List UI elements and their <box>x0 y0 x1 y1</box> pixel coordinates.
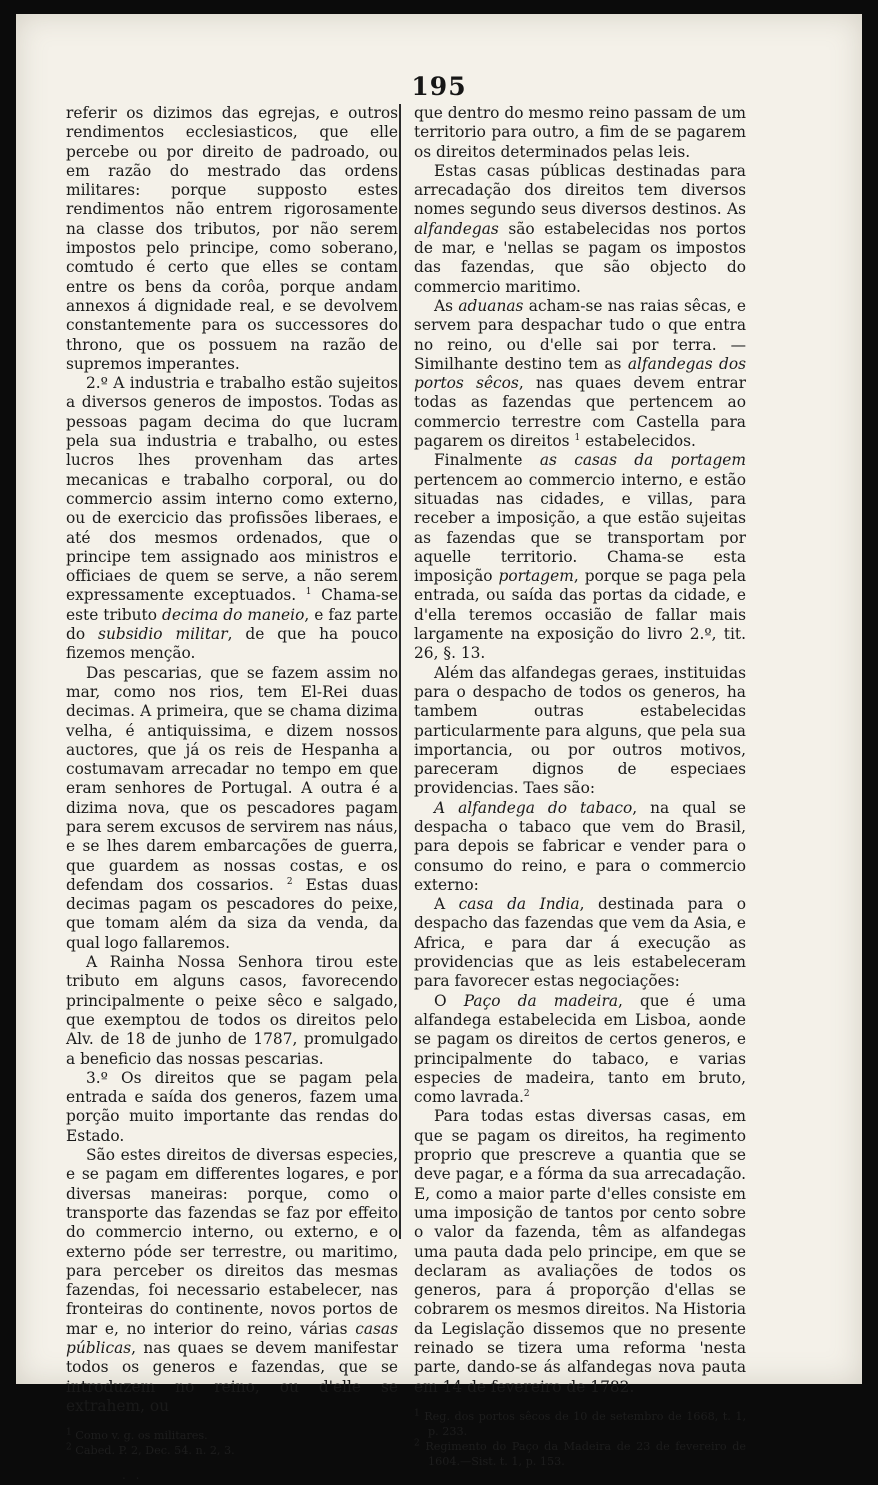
italic-text: portagem <box>498 567 574 586</box>
italic-text: casa da India <box>458 895 580 914</box>
text-run: 3.º Os direitos que se pagam pela entrada e saída dos generos, fazem uma porção muito importante das rendas do Estado. <box>66 1068 398 1145</box>
footnote-text: Regimento do Paço da Madeira de 23 de fevereiro de 1604.—Sist. t. 1, p. 153. <box>425 1439 747 1468</box>
text-run: , e faz parte do <box>66 605 399 644</box>
right-body <box>414 104 746 1397</box>
footnote <box>414 1439 746 1469</box>
italic-text: subsidio militar <box>98 625 228 644</box>
paragraph <box>66 1146 398 1416</box>
italic-text: A alfandega do tabaco <box>434 798 633 817</box>
left-column <box>66 104 398 1485</box>
italic-text: alfandegas <box>414 219 499 238</box>
right-footnotes <box>414 1409 746 1469</box>
paragraph <box>414 451 746 663</box>
footnote-ref: 1 <box>574 432 581 443</box>
text-run: são estabelecidas nos portos de mar, e 'nellas se pagam os impostos das fazendas, que são objecto do commercio maritimo. <box>414 219 746 296</box>
italic-text: aduanas <box>458 296 524 315</box>
paragraph <box>414 1107 746 1396</box>
text-run: , nas quaes se devem manifestar todos os generos e fazendas, que se introduzem no reino, ou d'elle se extrahem, ou <box>66 1339 398 1415</box>
paragraph <box>66 1069 398 1146</box>
book-page <box>16 14 862 1483</box>
text-run: estabelecidos. <box>580 432 696 451</box>
italic-text: casas públicas <box>66 1319 398 1357</box>
paragraph <box>414 104 746 162</box>
trailing-mark: . . <box>122 1468 143 1483</box>
left-body <box>66 104 398 1416</box>
text-run: pertencem ao commercio interno, e estão situadas nas cidades, e villas, para receber a imposição, a que estão sujeitas as fazendas que se transportam por aquelle territorio. Chama-se esta imposição <box>414 470 746 586</box>
footnote-text: Reg. dos portos sêcos de 10 de setembro de 1668, t. 1, p. 233. <box>424 1409 746 1438</box>
paragraph <box>66 953 398 1069</box>
text-run: , destinada para o despacho das fazendas que vem da Asia, e Africa, e para dar á execução as providencias que as leis estabeleceram para favorecer estas negociações: <box>414 895 746 991</box>
text-run: , de que ha pouco fizemos menção. <box>66 625 398 663</box>
footnote <box>414 1409 746 1439</box>
footnote-ref: 2 <box>523 1089 530 1100</box>
text-run: O <box>434 991 464 1010</box>
paragraph <box>414 799 746 895</box>
column-divider <box>399 104 401 1239</box>
text-run: , nas quaes devem entrar todas as fazendas que pertencem ao commercio terrestre com Castella para pagarem os direitos <box>414 374 746 451</box>
footnote-number: 1 <box>66 1427 72 1438</box>
text-run: A <box>434 895 459 914</box>
footnote-number: 2 <box>414 1438 420 1449</box>
italic-text: alfandegas dos portos sêcos <box>414 354 746 393</box>
text-run: Das pescarias, que se fazem assim no mar, como nos rios, tem El-Rei duas decimas. A primeira, que se chama dizima velha, é antiquissima, e dizem nossos auctores, que já os reis de Hespanha a costumavam arrecadar no tempo em que eram senhores de Portugal. A outra é a dizima nova, que os pescadores pagam para serem excusos de servirem nas náus, e se lhes darem embarcações de guerra, que guardem as nossas costas, e os defendam dos cossarios. <box>66 663 398 894</box>
footnote-number: 1 <box>414 1408 420 1419</box>
text-run: , porque se paga pela entrada, ou saída das portas da cidade, e d'ella teremos occasião de fallar mais largamente na exposição do livro 2.º, tit. 26, §. 13. <box>414 567 746 663</box>
italic-text: decima do maneio <box>161 605 305 624</box>
footnote-text: Como v. g. os militares. <box>75 1429 208 1443</box>
text-run: A Rainha Nossa Senhora tirou este tributo em alguns casos, favorecendo principalmente o peixe sêco e salgado, que exemptou de todos os direitos pelo Alv. de 18 de junho de 1787, promulgado a beneficio das nossas pescarias. <box>66 953 398 1068</box>
footnote-ref: 2 <box>286 876 293 887</box>
text-run: 2.º A industria e trabalho estão sujeitos a diversos generos de impostos. Todas as pessoas pagam decima do que lucram pela sua industria e trabalho, ou estes lucros lhes provenham das artes mecanicas e trabalho corporal, ou do commercio assim interno como externo, ou de exercicio das profissões liberaes, e até dos mesmos ordenados, que o principe tem assignado aos ministros e officiaes de quem se serve, a não serem expressamente exceptuados. <box>66 374 398 605</box>
page-number: 195 <box>411 72 467 101</box>
text-run: Finalmente <box>434 451 540 470</box>
paragraph <box>414 162 746 297</box>
right-column <box>414 104 746 1469</box>
text-run: que dentro do mesmo reino passam de um territorio para outro, a fim de se pagarem os direitos determinados pelas leis. <box>414 104 747 161</box>
text-run: Para todas estas diversas casas, em que se pagam os direitos, ha regimento proprio que prescreve a quantia que se deve pagar, e a fórma da sua arrecadação. E, como a maior parte d'elles consiste em uma imposição de tantos por cento sobre o valor da fazenda, têm as alfandegas uma pauta dada pelo principe, em que se declaram as avaliações de todos os generos, para á proporção d'ellas se cobrarem os mesmos direitos. Na Historia da Legislação dissemos que no presente reinado se tizera uma reforma 'nesta parte, dando-se ás alfandegas nova pauta em 14 de fevereiro de 1782. <box>414 1107 746 1396</box>
left-footnotes <box>66 1428 398 1458</box>
text-run: Além das alfandegas geraes, instituidas para o despacho de todos os generos, ha tambem outras estabelecidas particularmente para alguns, que pela sua importancia, ou por outros motivos, pareceram dignos de especiaes providencias. Taes são: <box>414 663 746 798</box>
text-run: , na qual se despacha o tabaco que vem do Brasil, para depois se fabricar e vender para o consumo do reino, e para o commercio externo: <box>414 798 746 894</box>
paragraph <box>414 895 746 991</box>
paragraph <box>414 297 746 451</box>
text-run: Chama-se este tributo <box>66 586 398 624</box>
footnote <box>66 1443 398 1458</box>
paragraph <box>66 374 398 663</box>
italic-text: Paço da madeira <box>463 991 618 1010</box>
footnote-text: Cabed. P. 2, Dec. 54. n. 2, 3. <box>75 1444 235 1458</box>
footnote <box>66 1428 398 1443</box>
text-run: As <box>434 296 459 315</box>
text-run: Estas casas públicas destinadas para arrecadação dos direitos tem diversos nomes segundo seus diversos destinos. As <box>414 161 746 219</box>
text-run: referir os dizimos das egrejas, e outros rendimentos ecclesiasticos, que elle percebe ou por direito de padroado, ou em razão do mestrado das ordens militares: porque supposto estes rendimentos não entrem rigorosamente na classe dos tributos, por não serem impostos pelo principe, como soberano, comtudo é certo que elles se contam entre os bens da corôa, porque andam annexos á dignidade real, e se devolvem constantemente para os successores do throno, que os possuem na razão de supremos imperantes. <box>66 104 398 373</box>
text-run: Estas duas decimas pagam os pescadores do peixe, que tomam além da siza da venda, da qual logo fallaremos. <box>66 875 399 952</box>
text-run: São estes direitos de diversas especies, e se pagam em differentes logares, e por diversas maneiras: porque, como o transporte das fazendas se faz por effeito do commercio interno, ou externo, e o externo póde ser terrestre, ou maritimo, para perceber os direitos das mesmas fazendas, foi necessario estabelecer, nas fronteiras do continente, novos portos de mar e, no interior do reino, várias <box>66 1146 398 1338</box>
footnote-number: 2 <box>66 1442 72 1453</box>
text-run: , que é uma alfandega estabelecida em Lisboa, aonde se pagam os direitos de certos generos, e principalmente do tabaco, e varias especies de madeira, tanto em bruto, como lavrada. <box>414 991 746 1107</box>
paragraph <box>66 104 398 374</box>
paragraph <box>414 664 746 799</box>
paragraph <box>414 992 746 1108</box>
italic-text: as casas da portagem <box>539 451 746 470</box>
footnote-ref: 1 <box>305 587 312 598</box>
text-run: acham-se nas raias sêcas, e servem para despachar tudo o que entra no reino, ou d'elle sai por terra. — Similhante destino tem as <box>414 296 746 373</box>
paragraph <box>66 664 398 953</box>
